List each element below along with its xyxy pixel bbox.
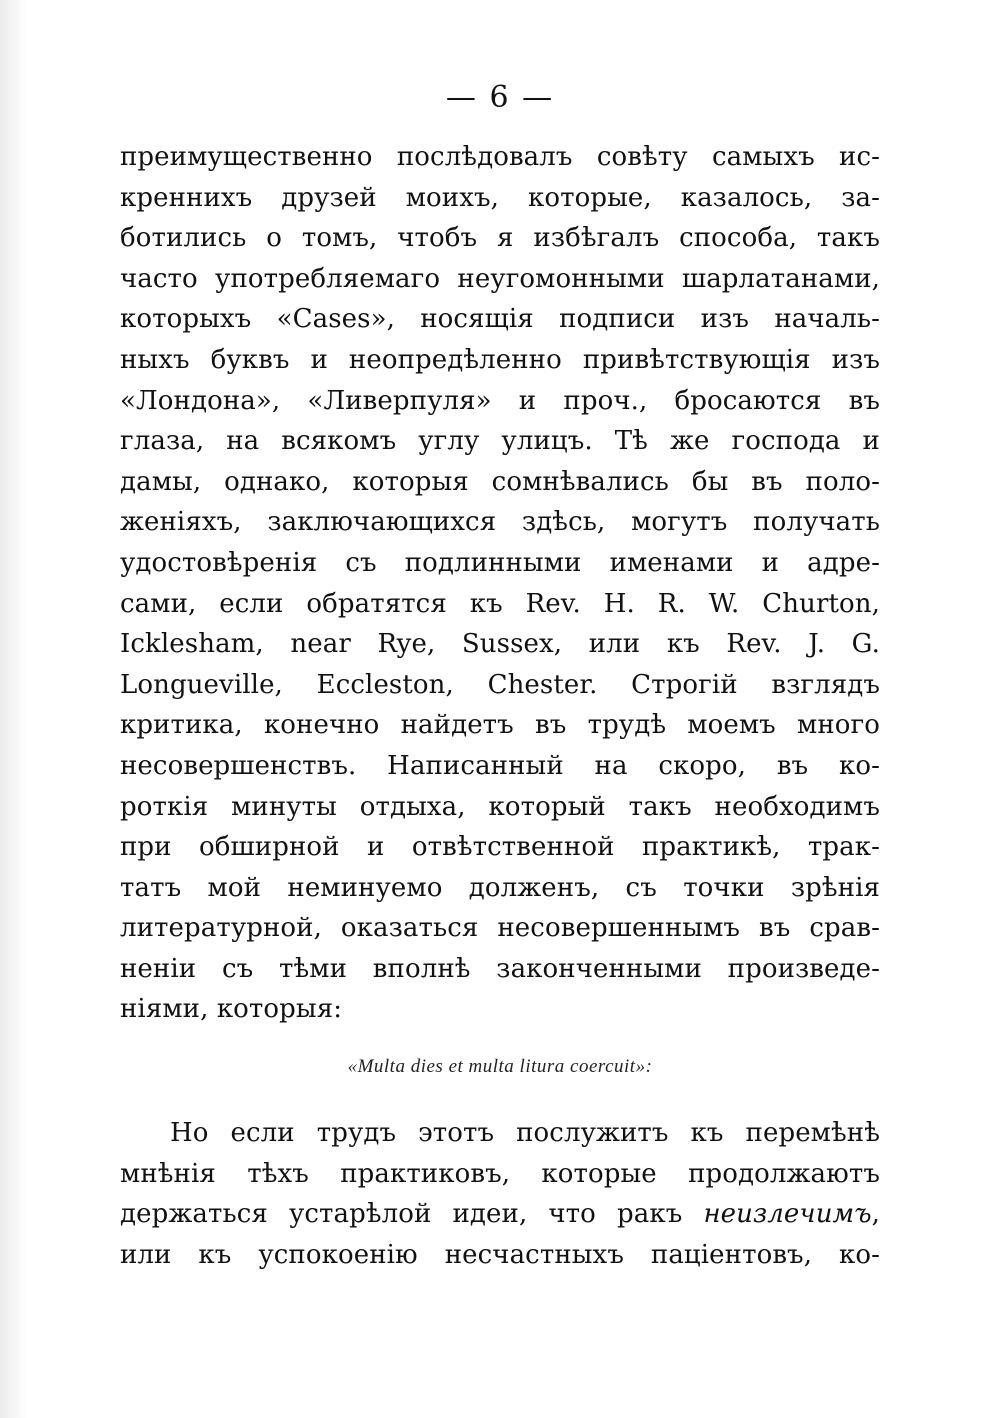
text-line: несовершенствъ. Написанный на скоро, въ ко-	[120, 750, 880, 781]
latin-quote: «Multa dies et multa litura coercuit»:	[347, 1056, 653, 1077]
text-line: Icklesham, near Rye, Sussex, или къ Rev. J. G.	[120, 629, 880, 660]
text-line: кренниxъ друзей моихъ, которые, казалось, за-	[120, 182, 880, 213]
text-line: критика, конечно найдетъ въ трудѣ моемъ много	[120, 710, 880, 741]
scan-page-edge	[0, 0, 28, 1418]
text-line: часто употребляемаго неугомонными шарлатанами,	[120, 263, 880, 294]
text-line: роткія минуты отдыха, который такъ необходимъ	[120, 791, 880, 822]
text-line: ніями, которыя:	[120, 994, 343, 1025]
text-line: сами, если обратятся къ Rev. H. R. W. Churton,	[120, 588, 880, 619]
text-line: ныхъ буквъ и неопредѣленно привѣтствующія изъ	[120, 344, 880, 375]
text-line: татъ мой неминуемо долженъ, съ точки зрѣнія	[120, 872, 880, 903]
text-line: преимущественно послѣдовалъ совѣту самыхъ ис-	[120, 142, 880, 172]
text-line: неніи съ тѣми вполнѣ законченными произведе-	[120, 953, 880, 984]
text-line: при обширной и отвѣтственной практикѣ, трак-	[120, 832, 880, 863]
text-line	[120, 1194, 880, 1235]
text-line: удостовѣренія съ подлинными именами и адре-	[120, 547, 880, 578]
text-line: которыхъ «Cases», носящія подписи изъ началь-	[120, 304, 880, 335]
text-line: глаза, на всякомъ углу улицъ. Тѣ же господа и	[120, 426, 880, 457]
text-line: дамы, однако, которыя сомнѣвались бы въ поло-	[120, 466, 880, 497]
page-number: — 6 —	[445, 80, 555, 115]
text-line: «Лондона», «Ливерпуля» и проч., бросаются въ	[120, 385, 880, 416]
text-line: мнѣнія тѣхъ практиковъ, которые продолжаютъ	[120, 1158, 880, 1189]
text-line: ботились о томъ, чтобъ я избѣгалъ способа, такъ	[120, 223, 880, 254]
paragraph-1	[120, 137, 880, 1030]
text-segment: держаться устарѣлой идеи, что ракъ	[120, 1199, 704, 1230]
text-line: или къ успокоенію несчастныхъ паціентовъ, ко-	[120, 1239, 880, 1270]
text-line: литературной, оказаться несовершеннымъ въ срав-	[120, 913, 880, 944]
text-segment: ,	[871, 1199, 880, 1230]
paragraph-2	[120, 1113, 880, 1275]
text-line: женіяхъ, заключающихся здѣсь, могутъ получать	[120, 507, 880, 538]
text-line: Но если трудъ этотъ послужитъ къ перемѣнѣ	[170, 1118, 880, 1148]
text-line: Longueville, Eccleston, Chester. Строгій взглядъ	[120, 669, 880, 700]
emphasized-word: неизлечимъ	[703, 1199, 872, 1230]
